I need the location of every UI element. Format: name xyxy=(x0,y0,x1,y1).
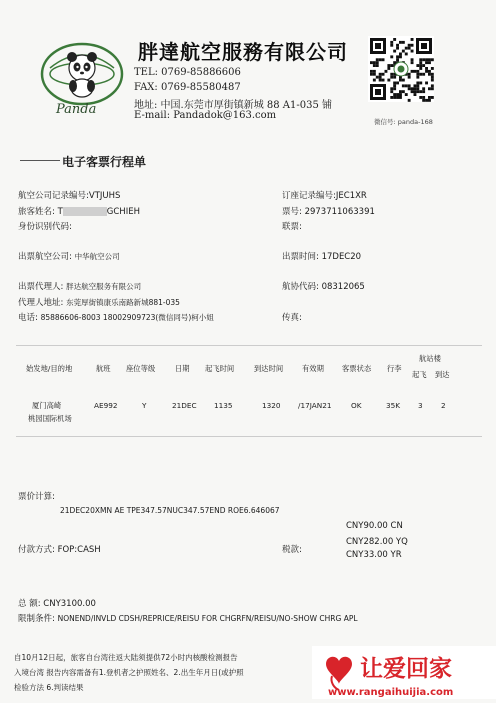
restriction-value: NONEND/INVLD CDSH/REPRICE/REISU FOR CHGRFN/REISU/NO-SHOW CHRG APL xyxy=(57,614,358,623)
assoc-code-label: 航协代码: xyxy=(282,282,319,292)
passenger-field xyxy=(18,205,140,217)
watermark-url: www.rangaihuijia.com xyxy=(328,687,454,698)
passenger-label: 旅客姓名: xyxy=(18,207,55,217)
row-terminal-dep: 3 xyxy=(418,401,423,410)
issuing-airline-label: 出票航空公司: xyxy=(18,252,72,262)
title-rule xyxy=(20,160,60,161)
payment-value: FOP:CASH xyxy=(57,545,101,555)
row-validity: /17JAN21 xyxy=(298,401,332,410)
issue-time-label: 出票时间: xyxy=(282,252,319,262)
panda-logo xyxy=(36,38,128,110)
company-tel: TEL: 0769-85886606 xyxy=(134,67,241,78)
note-line-2: 入境台湾 报告内容需备有1.登机者之护照姓名、2.出生年月日(或护照 xyxy=(14,668,244,677)
total-field xyxy=(18,597,96,609)
col-baggage: 行李 xyxy=(387,364,402,373)
issue-time-field xyxy=(282,250,361,262)
fare-calc-value: 21DEC20XMN AE TPE347.57NUC347.57END ROE6.646067 xyxy=(60,506,280,515)
col-arr-time: 到达时间 xyxy=(254,364,284,373)
col-date: 日期 xyxy=(175,364,190,373)
phone-value: 85886606-8003 18002909723(微信同号)柯小姐 xyxy=(40,313,214,322)
note-line-1: 自10月12日起，旅客自台湾往返大陆须提供72小时内核酸检测报告 xyxy=(14,653,238,662)
agent-address-label: 代理人地址: xyxy=(18,298,64,308)
row-arr-time: 1320 xyxy=(262,401,281,410)
passenger-name-end: GCHIEH xyxy=(106,207,140,217)
col-flight: 航班 xyxy=(96,364,111,373)
row-terminal-arr: 2 xyxy=(441,401,446,410)
fare-calc-label: 票价计算: xyxy=(18,492,55,502)
document-title: 电子客票行程单 xyxy=(62,155,147,169)
issuing-airline-value: 中华航空公司 xyxy=(74,252,120,261)
tax-yq: CNY282.00 YQ xyxy=(346,537,408,547)
ticket-number-label: 票号: xyxy=(282,207,302,217)
col-validity: 有效期 xyxy=(302,364,324,373)
total-label: 总 额: xyxy=(18,599,41,609)
col-terminal: 航站楼 xyxy=(419,354,441,363)
company-email: E-mail: Pandadok@163.com xyxy=(134,110,277,121)
watermark-brand: 让爱回家 xyxy=(360,656,452,682)
booking-record-value: JEC1XR xyxy=(335,191,367,201)
booking-record-label: 订座记录编号: xyxy=(282,191,336,201)
restriction-label: 限制条件: xyxy=(18,614,55,624)
col-from-to: 始发地/目的地 xyxy=(26,364,73,373)
agent-address-field xyxy=(18,296,180,308)
row-origin: 厦门高崎 xyxy=(32,401,62,410)
phone-field xyxy=(18,311,214,323)
id-code-label: 身份识别代码: xyxy=(18,222,72,232)
row-baggage: 35K xyxy=(386,401,401,410)
company-name: 胖達航空服務有限公司 xyxy=(138,40,348,64)
agent-value: 胖达航空服务有限公司 xyxy=(66,282,142,291)
col-dep-time: 起飞时间 xyxy=(205,364,235,373)
payment-field xyxy=(18,543,101,555)
passenger-name-start: T xyxy=(57,207,63,217)
passenger-name-redaction xyxy=(63,207,107,216)
phone-label: 电话: xyxy=(18,313,38,323)
fax-label: 传真: xyxy=(282,313,302,323)
ticket-number-value: 2973711063391 xyxy=(304,207,375,217)
assoc-code-value: 08312065 xyxy=(321,282,365,292)
tax-yr: CNY33.00 YR xyxy=(346,550,402,560)
row-class: Y xyxy=(142,401,147,410)
row-date: 21DEC xyxy=(172,401,197,410)
agent-field xyxy=(18,280,141,292)
booking-record-field xyxy=(282,189,367,201)
airline-record-field xyxy=(18,189,120,201)
logo-wordmark: Panda xyxy=(56,102,97,117)
ticket-number-field xyxy=(282,205,375,217)
col-terminal-dep: 起飞 xyxy=(412,370,427,379)
agent-label: 出票代理人: xyxy=(18,282,64,292)
conjunction-label: 联票: xyxy=(282,222,302,232)
total-value: CNY3100.00 xyxy=(43,599,96,609)
row-destination: 桃园国际机场 xyxy=(28,414,72,423)
itinerary-table xyxy=(16,345,482,437)
fare-value: CNY90.00 CN xyxy=(346,521,403,531)
airline-record-value: VTJUHS xyxy=(88,191,121,201)
company-fax: FAX: 0769-85580487 xyxy=(134,82,241,93)
issue-time-value: 17DEC20 xyxy=(321,252,362,262)
issuing-airline-field xyxy=(18,250,120,262)
tax-label: 税款: xyxy=(282,545,302,555)
col-status: 客票状态 xyxy=(342,364,372,373)
qr-code xyxy=(368,36,434,102)
col-class: 座位等级 xyxy=(126,364,156,373)
row-status: OK xyxy=(351,401,362,410)
payment-label: 付款方式: xyxy=(18,545,55,555)
row-dep-time: 1135 xyxy=(214,401,233,410)
wechat-id: 微信号: panda-168 xyxy=(374,118,433,126)
col-terminal-arr: 到达 xyxy=(435,370,450,379)
airline-record-label: 航空公司记录编号: xyxy=(18,191,89,201)
restriction-field xyxy=(18,612,358,624)
agent-address-value: 东莞厚街镇康乐南路新城881-035 xyxy=(66,298,180,307)
assoc-code-field xyxy=(282,280,365,292)
company-address: 地址: 中国.东莞市厚街镇新城 88 A1-035 铺 xyxy=(134,100,333,111)
row-flight: AE992 xyxy=(94,401,118,410)
note-line-3: 检验方法 6.判读结果 xyxy=(14,683,84,692)
watermark-stamp xyxy=(312,646,496,699)
